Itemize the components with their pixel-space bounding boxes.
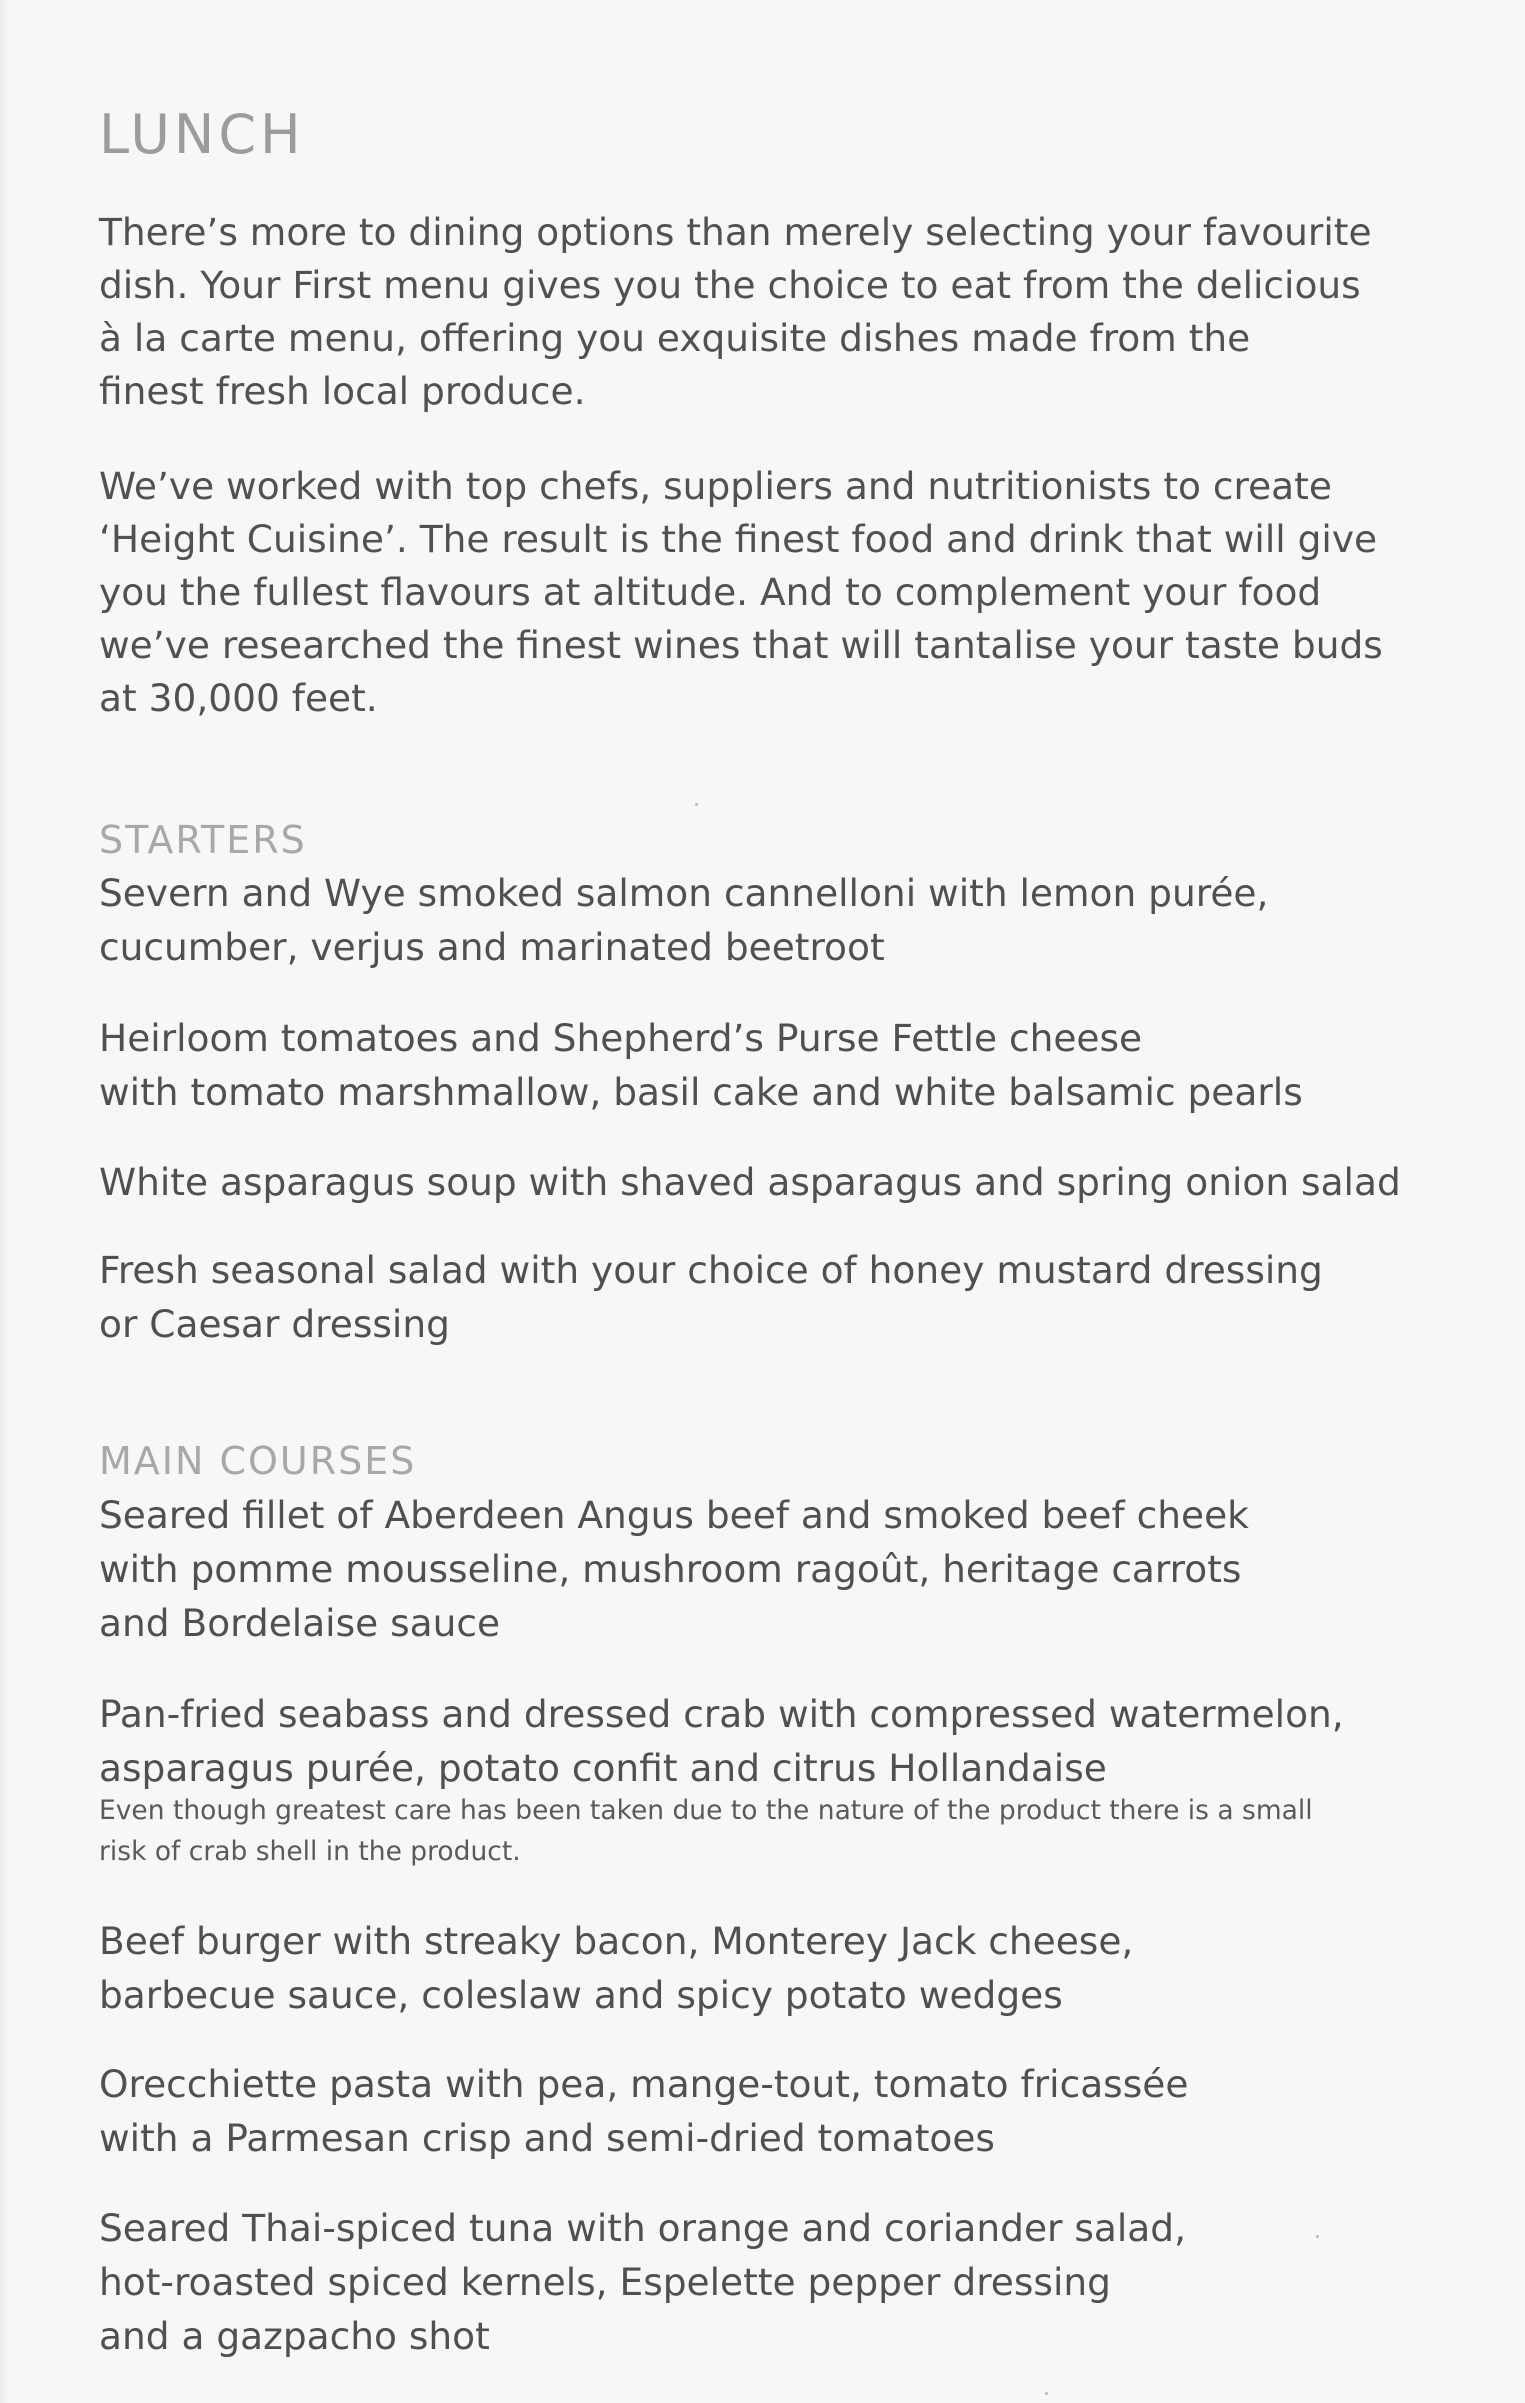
main-course-item: [99, 2057, 1459, 2165]
dish-line: and a gazpacho shot: [99, 2314, 490, 2358]
dish-line: cucumber, verjus and marinated beetroot: [99, 925, 885, 969]
intro-line: dish. Your First menu gives you the choice to eat from the delicious: [99, 263, 1361, 307]
intro-line: ‘Height Cuisine’. The result is the finest food and drink that will give: [99, 517, 1378, 561]
dish-line: Orecchiette pasta with pea, mange-tout, tomato fricassée: [99, 2062, 1189, 2106]
intro-line: at 30,000 feet.: [99, 676, 378, 720]
main-course-item: [99, 1914, 1459, 2022]
intro-line: à la carte menu, offering you exquisite dishes made from the: [99, 316, 1251, 360]
dish-line: barbecue sauce, coleslaw and spicy potato wedges: [99, 1973, 1063, 2017]
dish-line: Severn and Wye smoked salmon cannelloni with lemon purée,: [99, 871, 1269, 915]
dish-line: hot-roasted spiced kernels, Espelette pepper dressing: [99, 2260, 1111, 2304]
main-course-item: [99, 2201, 1459, 2363]
intro-line: There’s more to dining options than merely selecting your favourite: [99, 210, 1372, 254]
dish-line: White asparagus soup with shaved asparagus and spring onion salad: [99, 1160, 1401, 1204]
main-courses-heading: MAIN COURSES: [99, 1439, 417, 1483]
dish-line: Beef burger with streaky bacon, Monterey Jack cheese,: [99, 1919, 1134, 1963]
menu-title: LUNCH: [99, 103, 305, 166]
dish-line: with a Parmesan crisp and semi-dried tomatoes: [99, 2116, 995, 2160]
intro-line: finest fresh local produce.: [99, 369, 586, 413]
dish-line: with pomme mousseline, mushroom ragoût, heritage carrots: [99, 1547, 1242, 1591]
intro-line: we’ve researched the finest wines that will tantalise your taste buds: [99, 623, 1383, 667]
intro-line: We’ve worked with top chefs, suppliers and nutritionists to create: [99, 464, 1332, 508]
dish-line: or Caesar dressing: [99, 1302, 450, 1346]
starter-item: [99, 1243, 1459, 1351]
note-line: risk of crab shell in the product.: [99, 1836, 521, 1867]
starter-item: [99, 1011, 1459, 1119]
paper-speck: [695, 803, 698, 806]
main-course-item: [99, 1488, 1459, 1650]
intro-paragraph-2: [99, 460, 1459, 725]
starter-item: [99, 866, 1459, 974]
page-edge-shadow: [0, 0, 8, 2403]
paper-speck: [1316, 2235, 1319, 2238]
starters-heading: STARTERS: [99, 818, 307, 862]
dish-line: Pan-fried seabass and dressed crab with compressed watermelon,: [99, 1692, 1344, 1736]
paper-speck: [1045, 2392, 1048, 2395]
dish-line: asparagus purée, potato confit and citrus Hollandaise: [99, 1746, 1107, 1790]
intro-paragraph-1: [99, 206, 1459, 418]
dish-line: with tomato marshmallow, basil cake and white balsamic pearls: [99, 1070, 1303, 1114]
intro-line: you the fullest flavours at altitude. And to complement your food: [99, 570, 1322, 614]
dish-line: Seared Thai-spiced tuna with orange and coriander salad,: [99, 2206, 1187, 2250]
dish-line: and Bordelaise sauce: [99, 1601, 501, 1645]
starter-item: [99, 1155, 1459, 1209]
main-course-item: [99, 1687, 1459, 1795]
note-line: Even though greatest care has been taken due to the nature of the product there is a small: [99, 1795, 1313, 1826]
dish-line: Fresh seasonal salad with your choice of honey mustard dressing: [99, 1248, 1323, 1292]
dish-line: Heirloom tomatoes and Shepherd’s Purse Fettle cheese: [99, 1016, 1143, 1060]
dish-line: Seared fillet of Aberdeen Angus beef and smoked beef cheek: [99, 1493, 1249, 1537]
crab-allergen-note: [99, 1790, 1459, 1872]
